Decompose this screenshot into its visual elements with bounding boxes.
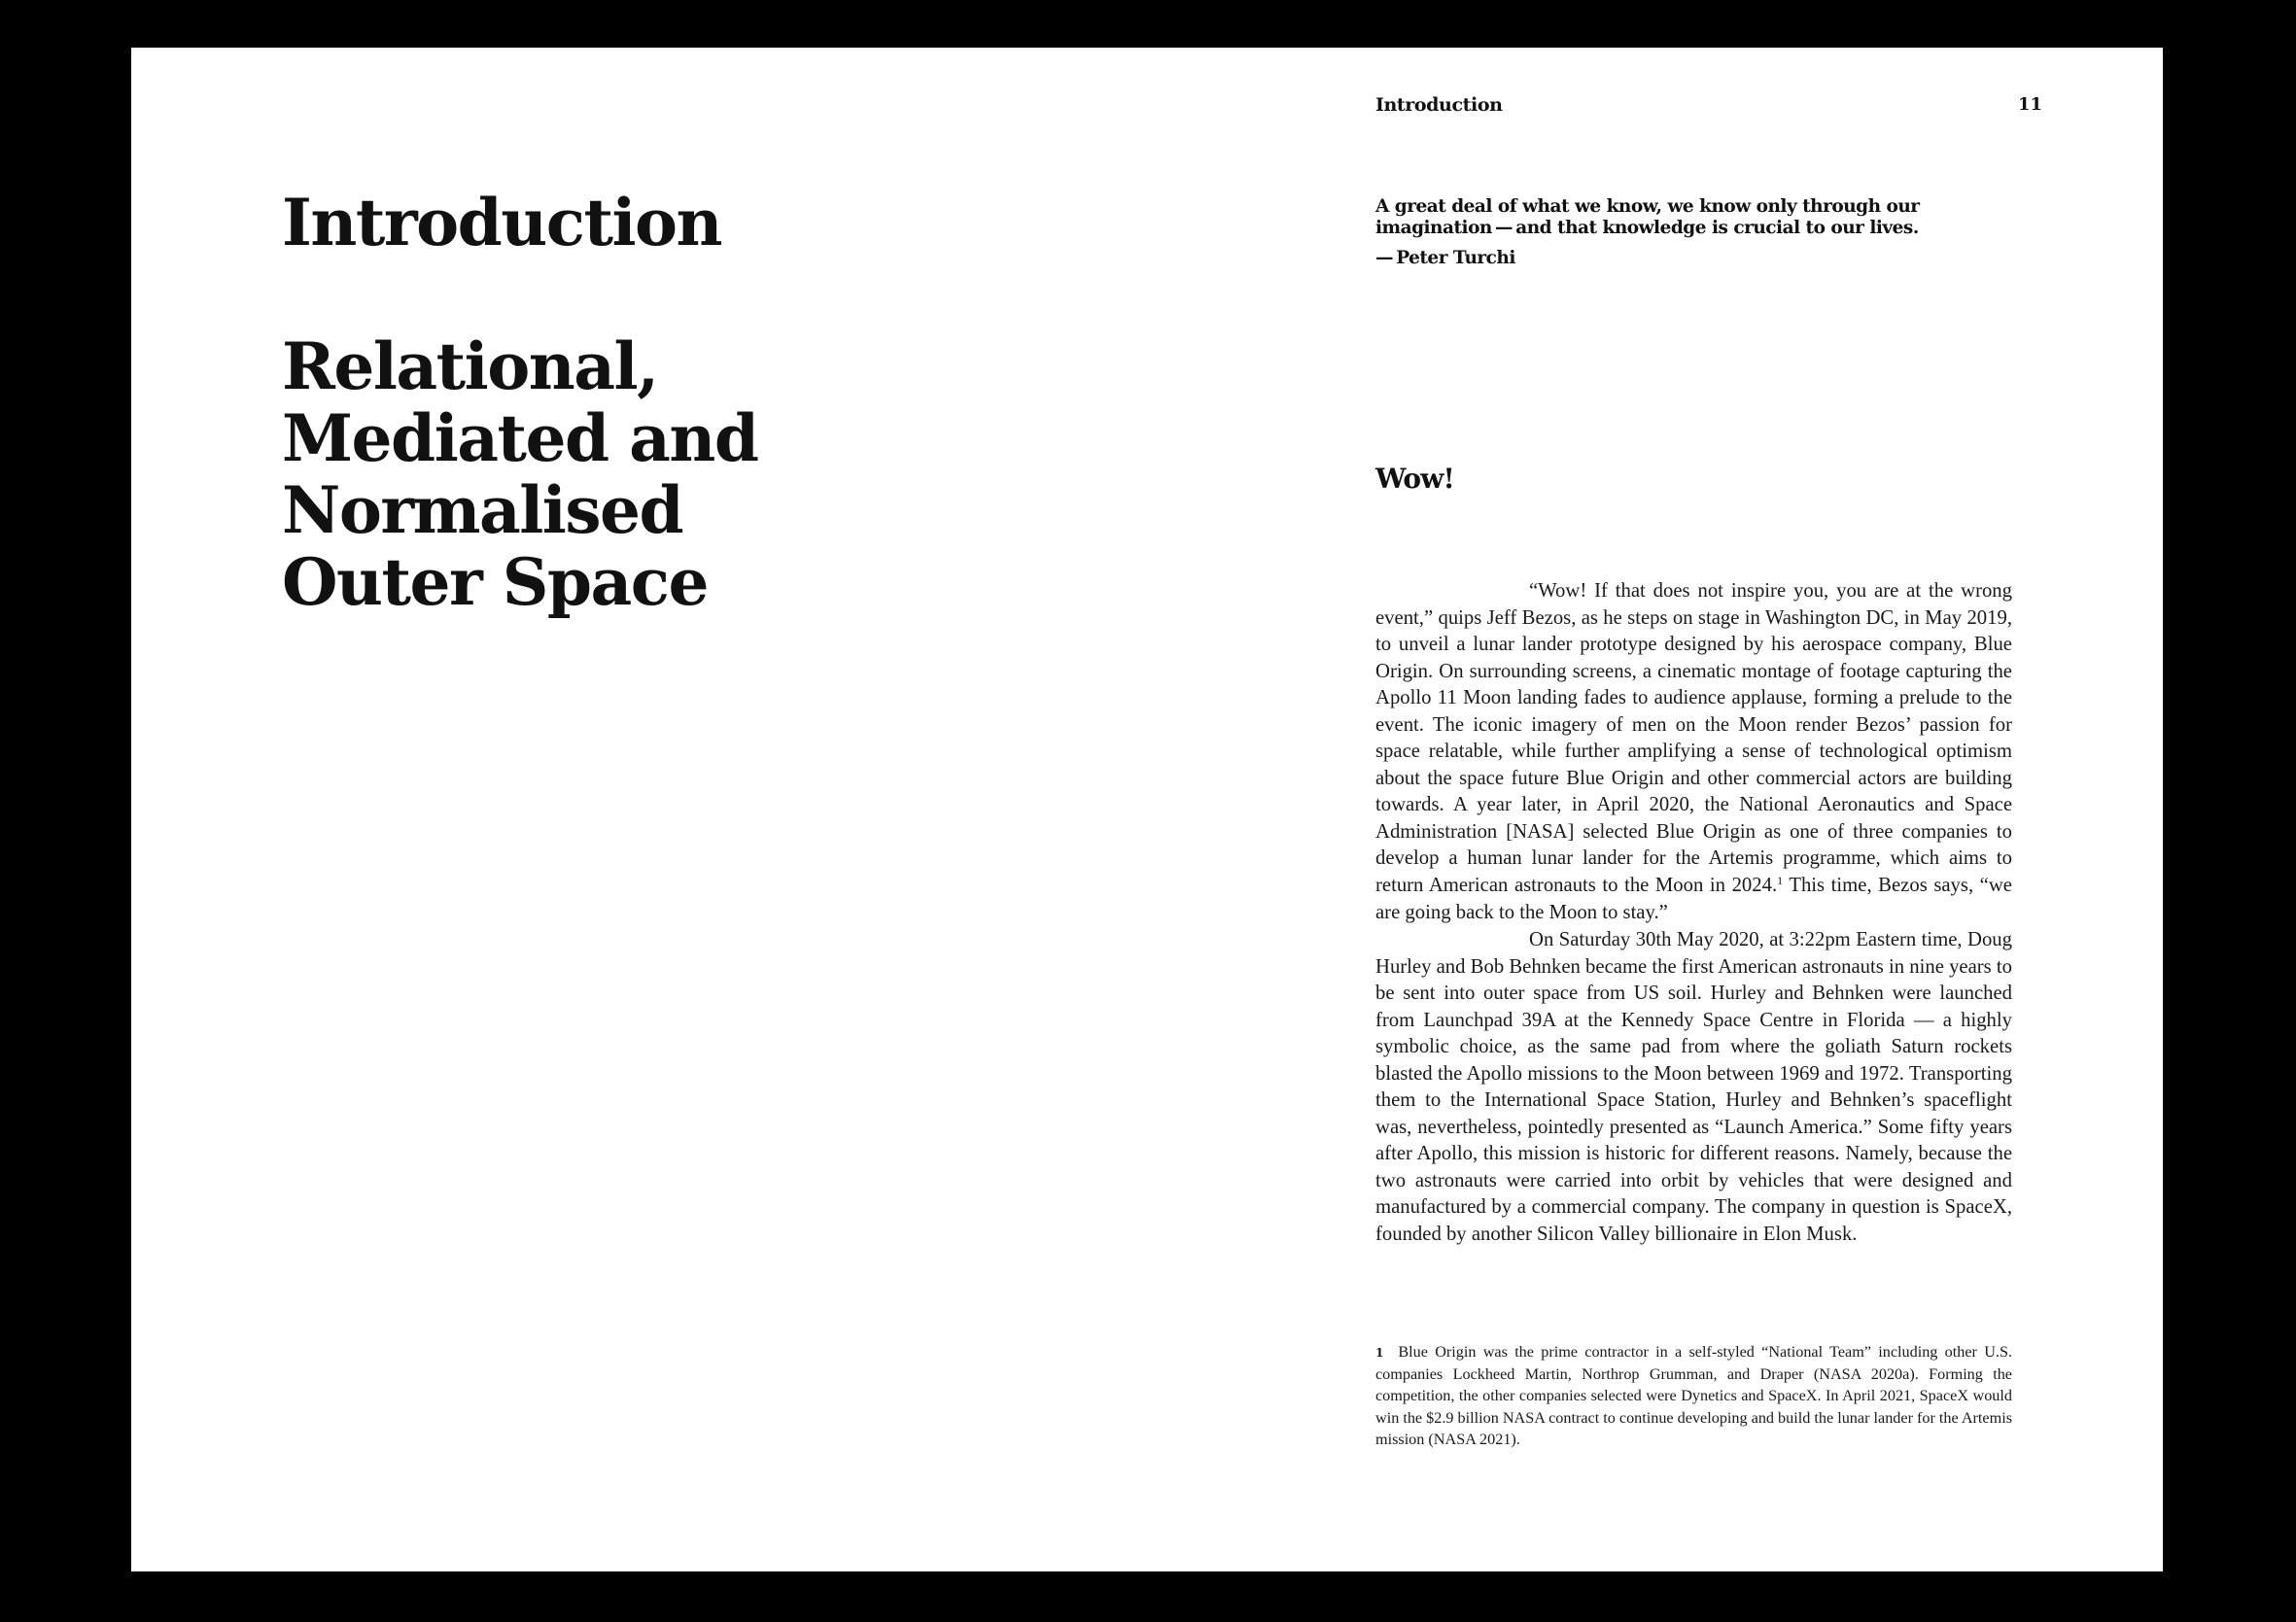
- footnote-marker: 1: [1375, 1346, 1384, 1360]
- chapter-title-line: Relational,: [282, 328, 658, 404]
- body-paragraph: [1375, 578, 2012, 926]
- body-paragraph: On Saturday 30th May 2020, at 3:22pm Eastern time, Doug Hurley and Bob Behnken became the first American astronauts in nine years to be sent into outer space from US soil. Hurley and Behnken were launched from Launchpad 39A at the Kennedy Space Centre in Florida — a highly symbolic choice, as the same pad from where the goliath Saturn rockets blasted the Apollo missions to the Moon between 1969 and 1972. Transporting them to the International Space Station, Hurley and Behnken’s spaceflight was, nevertheless, pointedly presented as “Launch America.” Some fifty years after Apollo, this mission is historic for different reasons. Namely, because the two astronauts were carried into orbit by vehicles that were designed and manufactured by a commercial company. The company in question is SpaceX, founded by another Silicon Valley billionaire in Elon Musk.: [1375, 929, 2012, 1246]
- left-page: [131, 48, 1147, 1571]
- chapter-title-line: Normalised: [282, 472, 683, 548]
- chapter-title-line: Outer Space: [282, 544, 708, 620]
- paragraph-text: “Wow! If that does not inspire you, you are at the wrong event,” quips Jeff Bezos, as he steps on stage in Washington DC, in May 2019, to unveil a lunar lander prototype designed by his aerospace company, Blue Origin. On surrounding screens, a cinematic montage of footage capturing the Apollo 11 Moon landing fades to audience applause, forming a prelude to the event. The iconic imagery of men on the Moon render Bezos’ passion for space relatable, while further amplifying a sense of technological optimism about the space future Blue Origin and other commercial actors are building towards. A year later, in April 2020, the National Aeronautics and Space Administration [NASA] selected Blue Origin as one of three companies to develop a human lunar lander for the Artemis programme, which aims to return American astronauts to the Moon in 2024.: [1375, 580, 2012, 897]
- footnote-text: Blue Origin was the prime contractor in a self-styled “National Team” including other U.S. companies Lockheed Martin, Northrop Grumman, and Draper (NASA 2020a). Forming the competition, the other companies selected were Dynetics and SpaceX. In April 2021, SpaceX would win the $2.9 billion NASA contract to continue developing and build the lunar lander for the Artemis mission (NASA 2021).: [1375, 1343, 2013, 1448]
- chapter-label: Introduction: [282, 185, 722, 260]
- paragraph-text: This time, Bezos says, “we are going back to the Moon to stay.”: [1375, 875, 2012, 923]
- right-page: [1147, 48, 2163, 1571]
- running-head: Introduction: [1375, 94, 1503, 116]
- epigraph: [1375, 196, 1959, 269]
- footnote: [1375, 1341, 2012, 1450]
- section-heading: Wow!: [1375, 463, 1455, 495]
- page-number: 11: [2017, 94, 2042, 115]
- chapter-title-line: Mediated and: [282, 400, 758, 476]
- chapter-title: [282, 330, 758, 618]
- epigraph-line: A great deal of what we know, we know only through our: [1375, 196, 1920, 217]
- epigraph-attribution: — Peter Turchi: [1375, 248, 1515, 268]
- book-spread: [131, 48, 2163, 1571]
- epigraph-line: imagination — and that knowledge is crucial to our lives.: [1375, 218, 1919, 238]
- footnote-reference[interactable]: 1: [1777, 874, 1784, 888]
